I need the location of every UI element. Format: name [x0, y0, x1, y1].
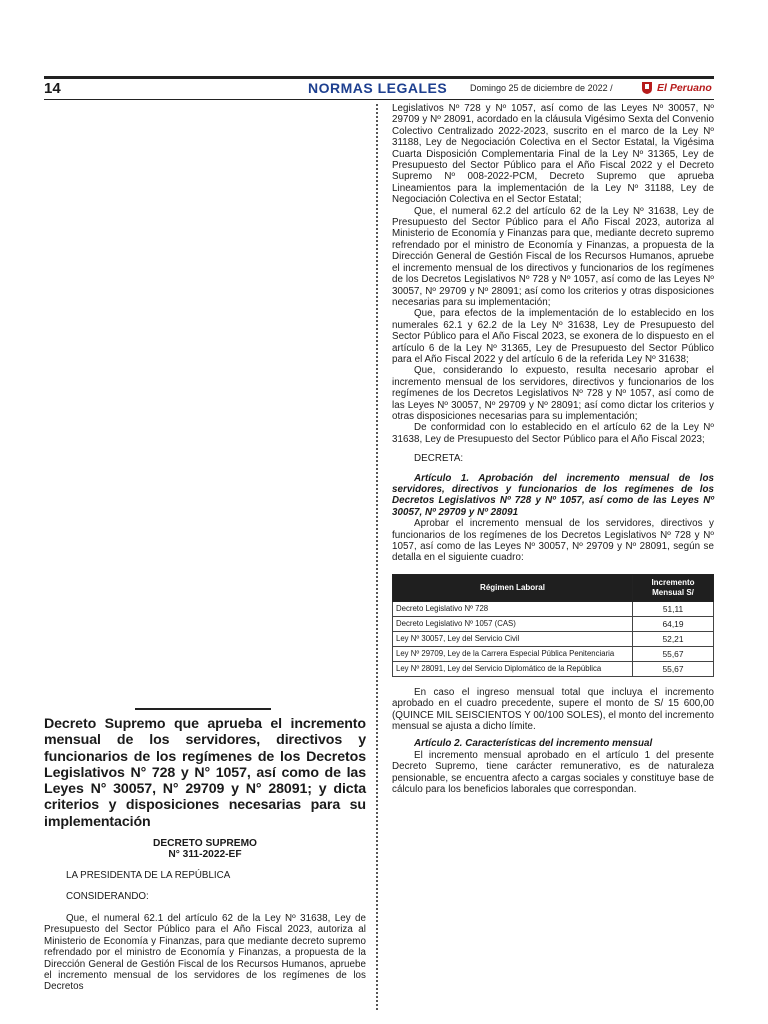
- table-cell-amount: 51,11: [633, 601, 714, 616]
- section-title: NORMAS LEGALES: [308, 80, 448, 96]
- header-top-rule: [44, 76, 714, 79]
- table-row: [393, 616, 714, 631]
- issue-date: Domingo 25 de diciembre de 2022 /: [470, 83, 613, 93]
- table-row: [393, 601, 714, 616]
- paragraph: Que, el numeral 62.2 del artículo 62 de la Ley Nº 31638, Ley de Presupuesto del Sector Público para el Año Fiscal 2023, autoriza al Ministerio de Economía y Finanzas para que, mediante decreto supremo refrendado por el ministro de Economía y Finanzas, a propuesta de la Dirección General de Gestión Fiscal de los Recursos Humanos, apruebe el incremento mensual de los directivos y funcionarios de los regímenes de los Decretos Legislativos Nº 728 y Nº 1057, así como de las Leyes Nº 30057, Nº 29709 y Nº 28091; así como los criterios y otras disposiciones necesarias para su implementación;: [392, 205, 714, 308]
- table-cell-amount: 55,67: [633, 661, 714, 676]
- decree-number: N° 311-2022-EF: [168, 849, 242, 861]
- table-cell-regime: Ley Nº 28091, Ley del Servicio Diplomático de la República: [393, 661, 633, 676]
- header-bottom-rule: [44, 99, 714, 100]
- left-column: [44, 716, 366, 993]
- table-row: [393, 661, 714, 676]
- newspaper-logo: [641, 80, 712, 96]
- paragraph: Que, el numeral 62.1 del artículo 62 de la Ley Nº 31638, Ley de Presupuesto del Sector Público para el Año Fiscal 2023, autoriza al Ministerio de Economía y Finanzas, para que mediante decreto supremo refrendado por el ministro de Economía y Finanzas, a propuesta de la Dirección General de Gestión Fiscal de los Recursos Humanos, apruebe el incremento mensual de los servidores de los regímenes de los Decretos: [44, 912, 366, 993]
- president-heading: LA PRESIDENTA DE LA REPÚBLICA: [66, 870, 231, 882]
- article-2-title: Artículo 2. Características del incremento mensual: [414, 738, 653, 750]
- table-cell-amount: 52,21: [633, 631, 714, 646]
- table-cell-regime: Ley Nº 30057, Ley del Servicio Civil: [393, 631, 633, 646]
- article-1-title: Artículo 1. Aprobación del incremento mensual de los servidores, directivos y funcionarios de los regímenes de los Decretos Legislativos Nº 728 y Nº 1057, así como de las Leyes Nº 30057, Nº 29709 y Nº 28091: [392, 472, 714, 518]
- table-cell-regime: Decreto Legislativo Nº 1057 (CAS): [393, 616, 633, 631]
- paragraph: En caso el ingreso mensual total que incluya el incremento aprobado en el cuadro precedente, supere el monto de S/ 15 600,00 (QUINCE MIL SEISCIENTOS Y 00/100 SOLES), el monto del incremento mensual se ajusta a dicho límite.: [392, 686, 714, 733]
- decreta-label: DECRETA:: [414, 453, 464, 465]
- table-header-increase: Incremento Mensual S/: [633, 574, 714, 601]
- paragraph: Legislativos Nº 728 y Nº 1057, así como de las Leyes Nº 30057, Nº 29709 y Nº 28091, acordado en la cláusula Vigésimo Sexta del Convenio Colectivo Centralizado 2022-2023, suscrito en el marco de la Ley Nº 31188, Ley de Negociación Colectiva en el Sector Estatal, la Vigésima Cuarta Disposición Complementaria Final de la Ley Nº 31365, Ley de Presupuesto del Sector Público para el Año Fiscal 2022 y el Decreto Supremo Nº 008-2022-PCM, Decreto Supremo que aprueba Lineamientos para la implementación de la Ley Nº 31188, Ley de Negociación Colectiva en el Sector Estatal;: [392, 103, 714, 206]
- column-divider: [376, 104, 378, 1012]
- table-row: [393, 646, 714, 661]
- newspaper-name: El Peruano: [657, 82, 712, 94]
- title-rule: [135, 708, 271, 710]
- table-cell-regime: Decreto Legislativo Nº 728: [393, 601, 633, 616]
- article-2-body: El incremento mensual aprobado en el artículo 1 del presente Decreto Supremo, tiene carácter remunerativo, es de naturaleza pensionable, se encuentra afecto a cargas sociales y constituye base de cálculo para los beneficios laborales que correspondan.: [392, 749, 714, 796]
- paragraph: Que, para efectos de la implementación de lo establecido en los numerales 62.1 y 62.2 de la Ley Nº 31638, Ley de Presupuesto del Sector Público para el Año Fiscal 2023, se exonera de lo dispuesto en el artículo 6 de la Ley Nº 31365, Ley de Presupuesto del Sector Público para el Año Fiscal 2022 y del artículo 6 de la referida Ley Nº 31638;: [392, 308, 714, 365]
- decree-label: DECRETO SUPREMO: [153, 838, 257, 850]
- considerando-heading: CONSIDERANDO:: [66, 891, 149, 903]
- table-row: [393, 631, 714, 646]
- paragraph: Que, considerando lo expuesto, resulta necesario aprobar el incremento mensual de los servidores, directivos y funcionarios de los regímenes de los Decretos Legislativos Nº 728 y Nº 1057, así como de las Leyes Nº 30057, Nº 29709 y Nº 28091; así como dictar los criterios y otras disposiciones necesarias para su implementación;: [392, 365, 714, 422]
- table-cell-amount: 64,19: [633, 616, 714, 631]
- right-column: [392, 103, 714, 796]
- document-title: Decreto Supremo que aprueba el incremento mensual de los servidores, directivos y funcionarios de los regímenes de los Decretos Legislativos N° 728 y N° 1057, así como de las Leyes N° 30057, N° 29709 y N° 28091; y dicta criterios y disposiciones necesarias para su implementación: [44, 716, 366, 830]
- table-header-regime: Régimen Laboral: [393, 574, 633, 601]
- table-cell-regime: Ley Nº 29709, Ley de la Carrera Especial Pública Penitenciaria: [393, 646, 633, 661]
- shield-icon: [641, 81, 653, 95]
- table-cell-amount: 55,67: [633, 646, 714, 661]
- article-1-body: Aprobar el incremento mensual de los servidores, directivos y funcionarios de los regímenes de los Decretos Legislativos Nº 728 y Nº 1057, así como de las Leyes Nº 30057, Nº 29709 y Nº 28091, según se detalla en el siguiente cuadro:: [392, 518, 714, 564]
- page-number: 14: [44, 80, 61, 97]
- regime-table: [392, 574, 714, 677]
- paragraph: De conformidad con lo establecido en el artículo 62 de la Ley Nº 31638, Ley de Presupuesto del Sector Público para el Año Fiscal 2023;: [392, 422, 714, 445]
